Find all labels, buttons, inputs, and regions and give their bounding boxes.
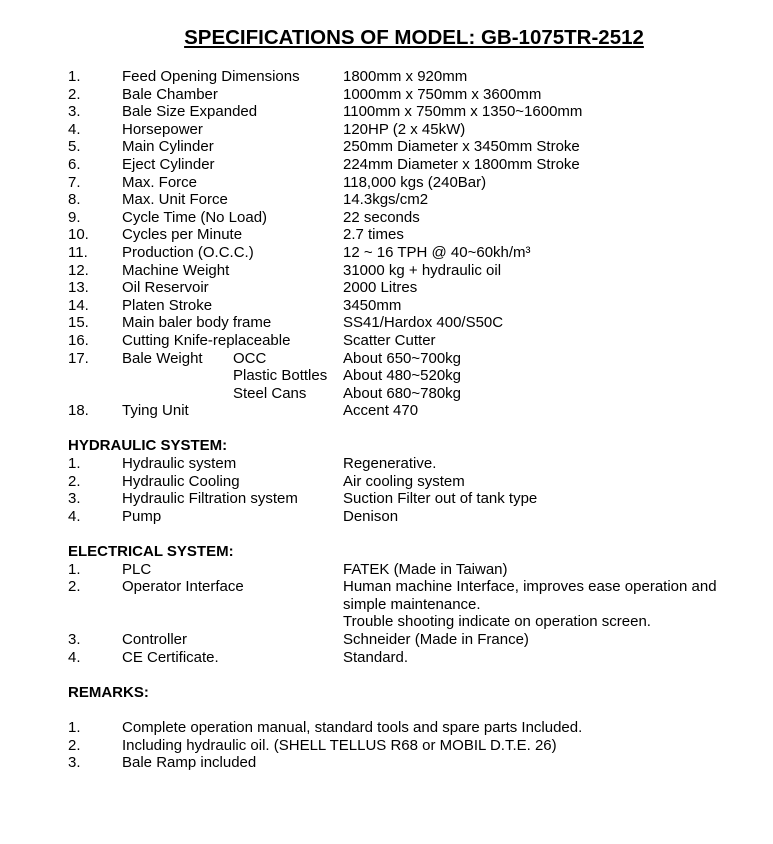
spec-row — [68, 103, 768, 121]
item-label: PLC — [122, 560, 152, 578]
remarks-heading: REMARKS: — [68, 683, 149, 701]
material-label: OCC — [233, 349, 267, 367]
item-label: Main Cylinder — [122, 138, 214, 156]
item-number: 4. — [68, 648, 81, 666]
spec-row — [68, 297, 768, 315]
item-label: Tying Unit — [122, 402, 189, 420]
item-value: Accent 470 — [343, 402, 419, 420]
item-number: 2. — [68, 472, 81, 490]
item-number: 1. — [68, 68, 81, 85]
item-value: 1800mm x 920mm — [343, 68, 468, 85]
spec-row — [68, 86, 768, 104]
spec-row — [68, 455, 768, 473]
spec-row — [68, 244, 768, 262]
spec-document — [68, 68, 768, 772]
item-value: 2.7 times — [343, 226, 404, 244]
spec-row — [68, 578, 768, 596]
item-value: 224mm Diameter x 1800mm Stroke — [343, 155, 580, 173]
item-number: 5. — [68, 138, 81, 156]
spec-row — [68, 631, 768, 649]
remarks-list — [68, 719, 768, 772]
item-value: Denison — [343, 507, 399, 525]
item-value: About 680~780kg — [343, 384, 462, 402]
item-label: Hydraulic system — [122, 455, 237, 473]
item-number: 6. — [68, 155, 81, 173]
item-value: 1100mm x 750mm x 1350~1600mm — [343, 103, 583, 121]
item-value: About 480~520kg — [343, 367, 462, 385]
item-number: 13. — [68, 279, 89, 297]
item-value: 2000 Litres — [343, 279, 418, 297]
item-number: 2. — [68, 578, 81, 596]
spec-row — [68, 156, 768, 174]
item-number: 2. — [68, 736, 81, 754]
item-value: 250mm Diameter x 3450mm Stroke — [343, 138, 580, 156]
spec-row — [68, 262, 768, 280]
spec-row — [68, 649, 768, 667]
item-label: Bale Weight — [122, 349, 203, 367]
spec-row — [68, 121, 768, 139]
item-number: 15. — [68, 314, 89, 332]
item-value: 1000mm x 750mm x 3600mm — [343, 85, 542, 103]
item-value: Standard. — [343, 648, 409, 666]
spec-row — [68, 596, 768, 614]
item-value: 31000 kg + hydraulic oil — [343, 261, 502, 279]
item-number: 3. — [68, 754, 81, 772]
item-value: 12 ~ 16 TPH @ 40~60kh/m³ — [343, 243, 531, 261]
item-number: 7. — [68, 173, 81, 191]
item-number: 2. — [68, 85, 81, 103]
spec-row — [68, 385, 768, 403]
item-number: 3. — [68, 490, 81, 508]
item-number: 4. — [68, 507, 81, 525]
item-value: Suction Filter out of tank type — [343, 490, 538, 508]
item-label: Bale Chamber — [122, 85, 218, 103]
item-number: 14. — [68, 296, 89, 314]
spec-row — [68, 191, 768, 209]
spec-row — [68, 279, 768, 297]
item-number: 4. — [68, 120, 81, 138]
item-label: Pump — [122, 507, 162, 525]
item-label: Cutting Knife-replaceable — [122, 331, 291, 349]
item-number: 1. — [68, 718, 81, 736]
spec-row — [68, 174, 768, 192]
document-title: SPECIFICATIONS OF MODEL: GB-1075TR-2512 — [184, 26, 644, 49]
item-value: Human machine Interface, improves ease operation and — [343, 578, 717, 596]
remark-row — [68, 719, 768, 737]
item-label: Eject Cylinder — [122, 155, 215, 173]
item-label: Cycles per Minute — [122, 226, 243, 244]
item-label: Oil Reservoir — [122, 279, 209, 297]
remark-row — [68, 737, 768, 755]
hydraulic-list — [68, 455, 768, 525]
spec-row — [68, 138, 768, 156]
item-label: Bale Size Expanded — [122, 103, 258, 121]
remark-text: Complete operation manual, standard tools and spare parts Included. — [122, 718, 583, 736]
item-value: 14.3kgs/cm2 — [343, 191, 429, 209]
item-value: Regenerative. — [343, 455, 437, 473]
bale-weight-block — [68, 350, 768, 403]
material-label: Plastic Bottles — [233, 367, 328, 385]
spec-row — [68, 332, 768, 350]
spec-row — [68, 508, 768, 526]
item-label: Max. Force — [122, 173, 198, 191]
hydraulic-heading: HYDRAULIC SYSTEM: — [68, 437, 228, 455]
spec-row — [68, 490, 768, 508]
remark-text: Bale Ramp included — [122, 754, 257, 772]
item-value: Air cooling system — [343, 472, 465, 490]
item-number: 10. — [68, 226, 89, 244]
item-number: 8. — [68, 191, 81, 209]
spec-row — [68, 613, 768, 631]
item-value: 22 seconds — [343, 208, 420, 226]
item-value: 3450mm — [343, 296, 402, 314]
spec-row — [68, 314, 768, 332]
spec-row — [68, 367, 768, 385]
item-number: 12. — [68, 261, 89, 279]
item-label: Cycle Time (No Load) — [122, 208, 268, 226]
item-value: Trouble shooting indicate on operation screen. — [343, 613, 651, 631]
item-label: Operator Interface — [122, 578, 244, 596]
item-number: 3. — [68, 631, 81, 648]
item-value: Scatter Cutter — [343, 331, 436, 349]
item-number: 3. — [68, 103, 81, 121]
item-value: FATEK (Made in Taiwan) — [343, 560, 508, 578]
item-number: 1. — [68, 560, 81, 578]
material-label: Steel Cans — [233, 384, 307, 402]
item-value: Schneider (Made in France) — [343, 631, 529, 648]
spec-row — [68, 68, 768, 86]
spec-row — [68, 350, 768, 368]
spec-row — [68, 473, 768, 491]
remark-text: Including hydraulic oil. (SHELL TELLUS R68 or MOBIL D.T.E. 26) — [122, 736, 557, 754]
item-number: 9. — [68, 208, 81, 226]
item-value: About 650~700kg — [343, 349, 462, 367]
item-label: Machine Weight — [122, 261, 230, 279]
item-label: Horsepower — [122, 120, 203, 138]
item-label: Production (O.C.C.) — [122, 243, 254, 261]
item-number: 18. — [68, 402, 89, 420]
item-label: Platen Stroke — [122, 296, 213, 314]
item-value: SS41/Hardox 400/S50C — [343, 314, 504, 332]
item-value: 120HP (2 x 45kW) — [343, 120, 466, 138]
spec-row — [68, 226, 768, 244]
item-number: 16. — [68, 331, 89, 349]
item-label: Hydraulic Cooling — [122, 472, 240, 490]
item-number: 17. — [68, 349, 89, 367]
item-label: Max. Unit Force — [122, 191, 228, 209]
item-label: Controller — [122, 631, 188, 648]
spec-row — [68, 209, 768, 227]
item-label: Hydraulic Filtration system — [122, 490, 298, 508]
spec-row — [68, 561, 768, 579]
item-value: simple maintenance. — [343, 595, 481, 613]
electrical-heading: ELECTRICAL SYSTEM: — [68, 543, 234, 561]
item-number: 1. — [68, 455, 81, 473]
item-label: CE Certificate. — [122, 648, 219, 666]
item-number: 11. — [68, 243, 88, 261]
item-label: Main baler body frame — [122, 314, 272, 332]
item-label: Feed Opening Dimensions — [122, 68, 300, 85]
spec-list — [68, 68, 768, 350]
remark-row — [68, 754, 768, 772]
spec-row — [68, 402, 768, 420]
item-value: 118,000 kgs (240Bar) — [343, 173, 487, 191]
